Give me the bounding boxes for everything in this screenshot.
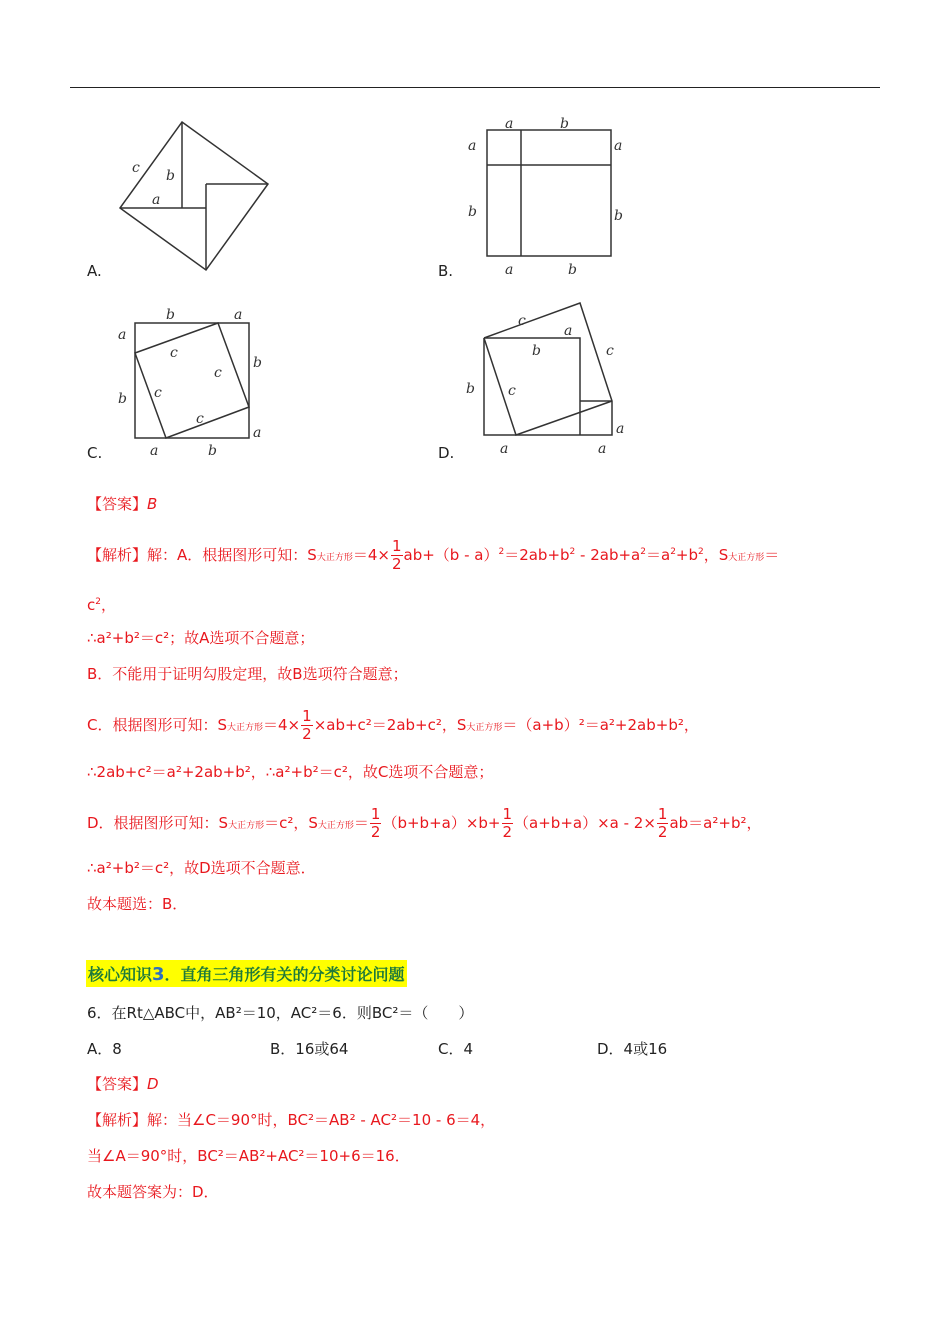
figure-a	[110, 112, 280, 277]
fraction-half-5	[657, 806, 669, 841]
q5-analysis-line8: ∴a²+b²＝c²，故D选项不合题意．	[87, 859, 316, 877]
sq-1: 2	[498, 547, 505, 557]
q6-option-b: B．16或64	[270, 1040, 349, 1058]
q5-l7-a: D．根据图形可知：S	[87, 814, 229, 832]
fig-d-label-a1: a	[564, 323, 573, 339]
sub-big-square-2: 大正方形	[728, 553, 765, 563]
q5-answer	[87, 494, 157, 514]
fraction-half-3	[370, 806, 382, 841]
q5-analysis-label: 【解析】	[87, 546, 148, 564]
frac-den-2: 2	[302, 725, 312, 743]
q5-l1-h: ，S	[703, 546, 729, 564]
sub-big-square-5: 大正方形	[228, 821, 265, 831]
fig-a-label-c: c	[132, 160, 140, 176]
fig-a-label-a: a	[152, 192, 161, 208]
sq-5: 2	[698, 547, 704, 557]
q5-l7-f: ab＝a²+b²，	[669, 814, 762, 832]
fig-b-top-a: a	[505, 116, 514, 132]
frac-den-4: 2	[502, 823, 513, 841]
fig-c-inner-c4: c	[196, 411, 204, 427]
option-b-label: B.	[438, 262, 454, 280]
option-c-label: C.	[87, 444, 103, 462]
fraction-half	[391, 538, 403, 573]
q6-answer-label: 【答案】	[87, 1075, 148, 1093]
fig-a-label-b: b	[166, 168, 175, 184]
q5-analysis-line6: ∴2ab+c²＝a²+2ab+b²，∴a²+b²＝c²，故C选项不合题意；	[87, 763, 494, 781]
fig-c-left-a: a	[118, 327, 127, 343]
fig-c-left-b: b	[118, 391, 127, 407]
frac-num-3: 1	[370, 805, 381, 823]
q5-l1-c: ab+（b - a）	[403, 546, 499, 564]
q5-analysis-line2	[87, 592, 116, 615]
fig-d-label-b2: b	[466, 381, 475, 397]
q5-l1-d: ＝2ab+b	[504, 546, 570, 564]
fig-c-inner-c3: c	[154, 385, 162, 401]
figure-d	[460, 295, 635, 465]
fraction-half-4	[502, 806, 514, 841]
option-a-label: A.	[87, 262, 102, 280]
fig-b-top-b: b	[560, 116, 569, 132]
fig-c-right-a: a	[253, 425, 262, 441]
q5-l5-b: ＝4×	[263, 716, 301, 734]
sq-3: 2	[640, 547, 646, 557]
q5-analysis-line9: 故本题选：B．	[87, 895, 188, 913]
fig-d-label-c1: c	[518, 313, 526, 329]
fig-b-left-b: b	[468, 204, 477, 220]
sub-big-square-6: 大正方形	[317, 821, 354, 831]
q5-analysis-line7	[87, 806, 762, 841]
q5-l7-e: （a+b+a）×a - 2×	[514, 814, 656, 832]
sq-2: 2	[569, 547, 576, 557]
q5-analysis-line1	[87, 538, 779, 573]
q5-l2-b: ，	[100, 596, 116, 614]
q5-analysis-line4: B．不能用于证明勾股定理，故B选项符合题意；	[87, 665, 408, 683]
fig-c-right-b: b	[253, 355, 262, 371]
q6-analysis-line3: 故本题答案为：D．	[87, 1183, 219, 1201]
fig-c-bottom-b: b	[208, 443, 217, 459]
sq-6: 2	[95, 597, 101, 607]
q5-l1-e: - 2ab+a	[575, 546, 641, 564]
fig-c-bottom-a: a	[150, 443, 159, 459]
q5-analysis-line3: ∴a²+b²＝c²；故A选项不合题意；	[87, 629, 315, 647]
q5-analysis-line5	[87, 708, 699, 743]
frac-num: 1	[391, 537, 402, 555]
q5-l7-b: ＝c²，S	[264, 814, 318, 832]
frac-num-4: 1	[502, 805, 513, 823]
sub-big-square-3: 大正方形	[227, 723, 264, 733]
q5-answer-label: 【答案】	[87, 495, 148, 513]
frac-den-5: 2	[657, 823, 668, 841]
section-heading	[86, 960, 407, 987]
q6-option-c: C．4	[438, 1040, 474, 1058]
fig-b-bottom-a: a	[505, 262, 514, 278]
q6-answer-value: D	[147, 1075, 159, 1093]
frac-den-3: 2	[370, 823, 381, 841]
fig-d-label-a3: a	[500, 441, 509, 457]
q5-l1-b: ＝4×	[352, 546, 390, 564]
q5-l5-d: ＝（a+b）²＝a²+2ab+b²，	[502, 716, 699, 734]
fig-b-bottom-b: b	[568, 262, 577, 278]
fig-d-label-b1: b	[532, 343, 541, 359]
q5-l1-a: 解：A．根据图形可知：S	[147, 546, 317, 564]
sq-4: 2	[670, 547, 676, 557]
q6-option-a: A．8	[87, 1040, 122, 1058]
header-rule	[70, 87, 880, 88]
fig-c-inner-c2: c	[214, 365, 222, 381]
fig-d-label-a2: a	[616, 421, 625, 437]
q5-l1-i: ＝	[764, 546, 780, 564]
fig-c-inner-c1: c	[170, 345, 178, 361]
q5-l7-c: ＝	[353, 814, 369, 832]
q5-l1-f: ＝a	[645, 546, 671, 564]
q5-l1-g: +b	[675, 546, 699, 564]
q6-stem: 6．在Rt△ABC中，AB²＝10，AC²＝6．则BC²＝（ ）	[87, 1004, 474, 1022]
q5-l5-c: ×ab+c²＝2ab+c²，S	[313, 716, 467, 734]
fig-b-right-b: b	[614, 208, 623, 224]
frac-den: 2	[391, 555, 402, 573]
figure-b	[460, 112, 635, 282]
fraction-half-2	[301, 708, 313, 743]
q6-analysis-label: 【解析】	[87, 1111, 148, 1129]
q5-l7-d: （b+b+a）×b+	[382, 814, 501, 832]
fig-d-label-c3: c	[508, 383, 516, 399]
section-title-b: ．直角三角形有关的分类讨论问题	[164, 965, 405, 984]
section-number: 3	[152, 964, 165, 985]
fig-b-right-a: a	[614, 138, 623, 154]
q6-l1: 解：当∠C＝90°时，BC²＝AB² - AC²＝10 - 6＝4，	[147, 1111, 496, 1129]
fig-c-top-a: a	[234, 307, 243, 323]
fig-d-label-a4: a	[598, 441, 607, 457]
q6-analysis-line1	[87, 1110, 495, 1130]
q6-answer	[87, 1074, 159, 1094]
q6-option-d: D．4或16	[597, 1040, 668, 1058]
q6-analysis-line2: 当∠A＝90°时，BC²＝AB²+AC²＝10+6＝16．	[87, 1147, 410, 1165]
fig-d-label-c2: c	[606, 343, 614, 359]
frac-num-2: 1	[302, 707, 312, 725]
option-d-label: D.	[438, 444, 455, 462]
fig-c-top-b: b	[166, 307, 175, 323]
figure-c	[110, 305, 270, 465]
section-title-a: 核心知识	[88, 965, 153, 984]
q5-l2-a: c	[87, 596, 96, 614]
q5-answer-value: B	[147, 495, 158, 513]
fig-b-left-a: a	[468, 138, 477, 154]
sub-big-square-1: 大正方形	[316, 553, 353, 563]
sub-big-square-4: 大正方形	[466, 723, 503, 733]
q5-l5-a: C．根据图形可知：S	[87, 716, 227, 734]
frac-num-5: 1	[657, 805, 668, 823]
